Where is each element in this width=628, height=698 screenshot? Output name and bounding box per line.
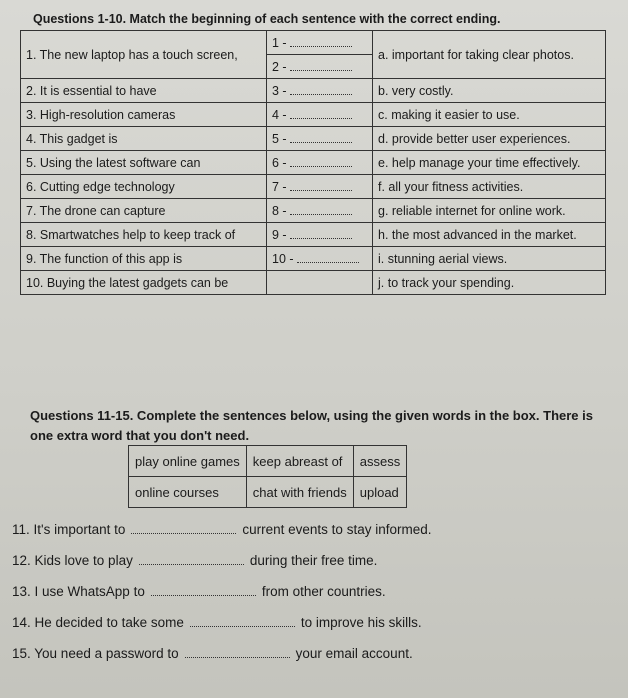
ending-i: i. stunning aerial views.: [373, 247, 606, 271]
beginning-3: 3. High-resolution cameras: [21, 103, 267, 127]
beginning-4: 4. This gadget is: [21, 127, 267, 151]
beginning-1: 1. The new laptop has a touch screen,: [21, 31, 267, 79]
sentence-15: 15. You need a password to your email account.: [12, 646, 413, 661]
word-row: [129, 477, 407, 508]
word-option: keep abreast of: [246, 446, 353, 477]
beginning-2: 2. It is essential to have: [21, 79, 267, 103]
answer-slot-8[interactable]: 8 -: [267, 199, 373, 223]
answer-slot-10[interactable]: 10 -: [267, 247, 373, 271]
word-option: play online games: [129, 446, 247, 477]
beginning-8: 8. Smartwatches help to keep track of: [21, 223, 267, 247]
table-row: [21, 247, 606, 271]
table-row: [21, 127, 606, 151]
empty-slot: [267, 271, 373, 295]
ending-g: g. reliable internet for online work.: [373, 199, 606, 223]
answer-slot-4[interactable]: 4 -: [267, 103, 373, 127]
ending-h: h. the most advanced in the market.: [373, 223, 606, 247]
sentence-14-blank[interactable]: [190, 616, 295, 627]
matching-table: [20, 30, 606, 295]
sentence-12: 12. Kids love to play during their free time.: [12, 553, 378, 568]
sentence-15-blank[interactable]: [185, 647, 290, 658]
answer-slot-2[interactable]: 2 -: [267, 55, 373, 79]
table-row: [21, 175, 606, 199]
ending-j: j. to track your spending.: [373, 271, 606, 295]
sentence-11-blank[interactable]: [131, 523, 236, 534]
word-option: upload: [353, 477, 406, 508]
ending-b: b. very costly.: [373, 79, 606, 103]
table-row: [21, 31, 606, 55]
table-row: [21, 103, 606, 127]
table-row: [21, 151, 606, 175]
ending-a: a. important for taking clear photos.: [373, 31, 606, 79]
sentence-12-blank[interactable]: [139, 554, 244, 565]
questions-1-10-heading: Questions 1-10. Match the beginning of each sentence with the correct ending.: [33, 12, 501, 26]
questions-11-15-heading: Questions 11-15. Complete the sentences below, using the given words in the box. There is: [30, 408, 593, 423]
beginning-9: 9. The function of this app is: [21, 247, 267, 271]
answer-slot-1[interactable]: 1 -: [267, 31, 373, 55]
table-row: [21, 79, 606, 103]
beginning-6: 6. Cutting edge technology: [21, 175, 267, 199]
sentence-14: 14. He decided to take some to improve his skills.: [12, 615, 422, 630]
ending-e: e. help manage your time effectively.: [373, 151, 606, 175]
table-row: [21, 199, 606, 223]
answer-slot-9[interactable]: 9 -: [267, 223, 373, 247]
table-row: [21, 271, 606, 295]
answer-slot-3[interactable]: 3 -: [267, 79, 373, 103]
word-box: [128, 445, 407, 508]
sentence-11: 11. It's important to current events to stay informed.: [12, 522, 432, 537]
ending-d: d. provide better user experiences.: [373, 127, 606, 151]
ending-c: c. making it easier to use.: [373, 103, 606, 127]
word-option: chat with friends: [246, 477, 353, 508]
answer-slot-5[interactable]: 5 -: [267, 127, 373, 151]
word-option: assess: [353, 446, 406, 477]
beginning-7: 7. The drone can capture: [21, 199, 267, 223]
ending-f: f. all your fitness activities.: [373, 175, 606, 199]
questions-11-15-heading-cont: one extra word that you don't need.: [30, 428, 250, 443]
answer-slot-7[interactable]: 7 -: [267, 175, 373, 199]
word-option: online courses: [129, 477, 247, 508]
word-row: [129, 446, 407, 477]
sentence-13: 13. I use WhatsApp to from other countries.: [12, 584, 386, 599]
beginning-5: 5. Using the latest software can: [21, 151, 267, 175]
table-row: [21, 223, 606, 247]
sentence-13-blank[interactable]: [151, 585, 256, 596]
answer-slot-6[interactable]: 6 -: [267, 151, 373, 175]
beginning-10: 10. Buying the latest gadgets can be: [21, 271, 267, 295]
